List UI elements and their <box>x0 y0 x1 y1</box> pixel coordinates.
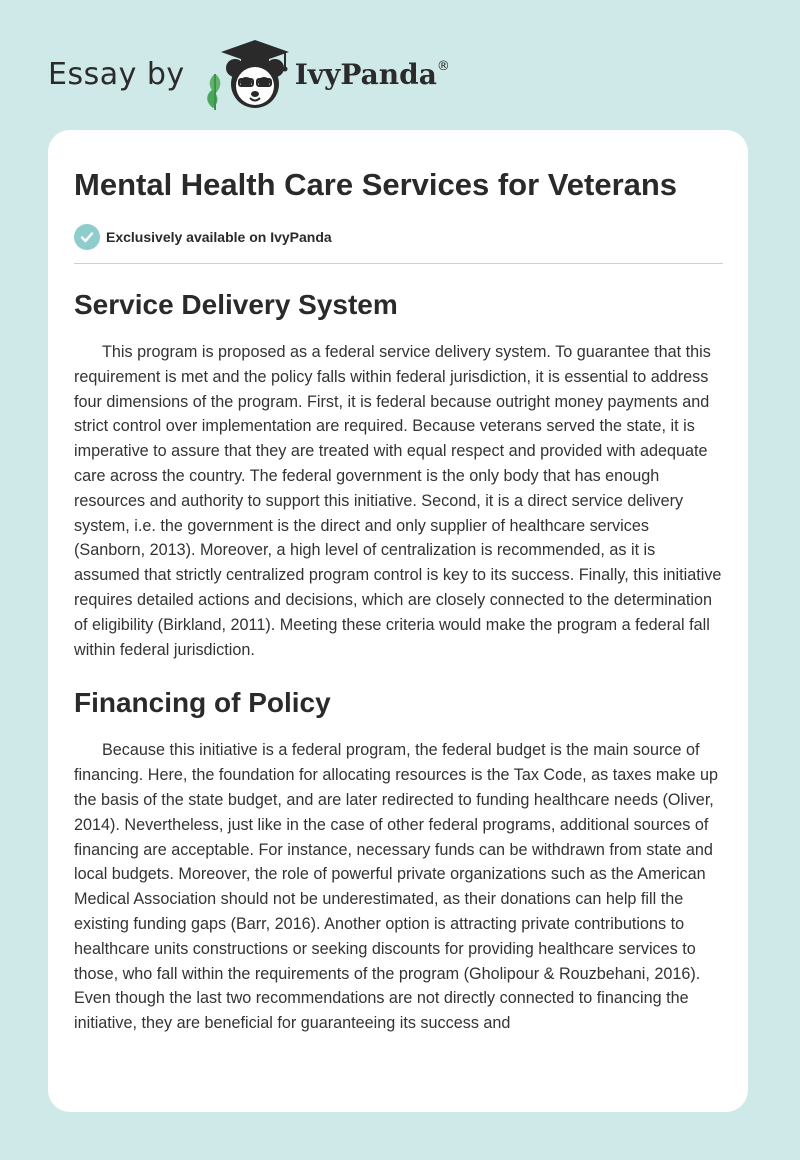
article-title: Mental Health Care Services for Veterans <box>74 167 678 202</box>
registered-mark: ® <box>436 58 450 74</box>
brand-name: IvyPanda <box>294 57 437 91</box>
article-card <box>48 130 748 1112</box>
panda-logo-icon <box>201 34 293 114</box>
title-divider <box>74 263 723 264</box>
section-paragraph-financing: Because this initiative is a federal program, the federal budget is the main source of financing. Here, the foundation for allocating resources is the Tax Code, as taxes make up the basis of the state budget, and are later redirected to funding healthcare needs (Oliver, 2014). Nevertheless, just like in the case of other federal programs, additional sources of financing are acceptable. For instance, necessary funds can be withdrawn from state and local budgets. Moreover, the role of powerful private organizations such as the American Medical Association should not be underestimated, as their donations can help fill the existing funding gaps (Barr, 2016). Another option is attracting private contributions to healthcare units constructions or seeking discounts for providing healthcare services to those, who fall within the requirements of the program (Gholipour & Rouzbehani, 2016). Even though the last two recommendations are not directly connected to financing the initiative, they are beneficial for guaranteeing its success and <box>74 741 718 1033</box>
brand-header[interactable] <box>48 34 450 114</box>
brand-prefix: Essay by <box>48 56 185 92</box>
check-icon <box>74 224 100 250</box>
article-content <box>74 164 723 1036</box>
section-heading-financing: Financing of Policy <box>74 687 331 719</box>
section-heading-service-delivery: Service Delivery System <box>74 289 398 320</box>
exclusive-badge <box>74 223 723 251</box>
exclusive-badge-text: Exclusively available on IvyPanda <box>106 229 332 245</box>
section-paragraph-service-delivery: This program is proposed as a federal service delivery system. To guarantee that this requirement is met and the policy falls within federal jurisdiction, it is essential to address four dimensions of the program. First, it is federal because outright money payments and strict control over implementation are required. Because veterans served the state, it is imperative to assure that they are treated with equal respect and provided with adequate care across the country. The federal government is the only body that has enough resources and authority to support this initiative. Second, it is a direct service delivery system, i.e. the government is the direct and only supplier of healthcare services (Sanborn, 2013). Moreover, a high level of centralization is recommended, as it is assumed that strictly centralized program control is key to its success. Finally, this initiative requires detailed actions and decisions, which are closely connected to the determination of eligibility (Birkland, 2011). Meeting these criteria would make the program a federal fall within federal jurisdiction. <box>74 343 722 659</box>
